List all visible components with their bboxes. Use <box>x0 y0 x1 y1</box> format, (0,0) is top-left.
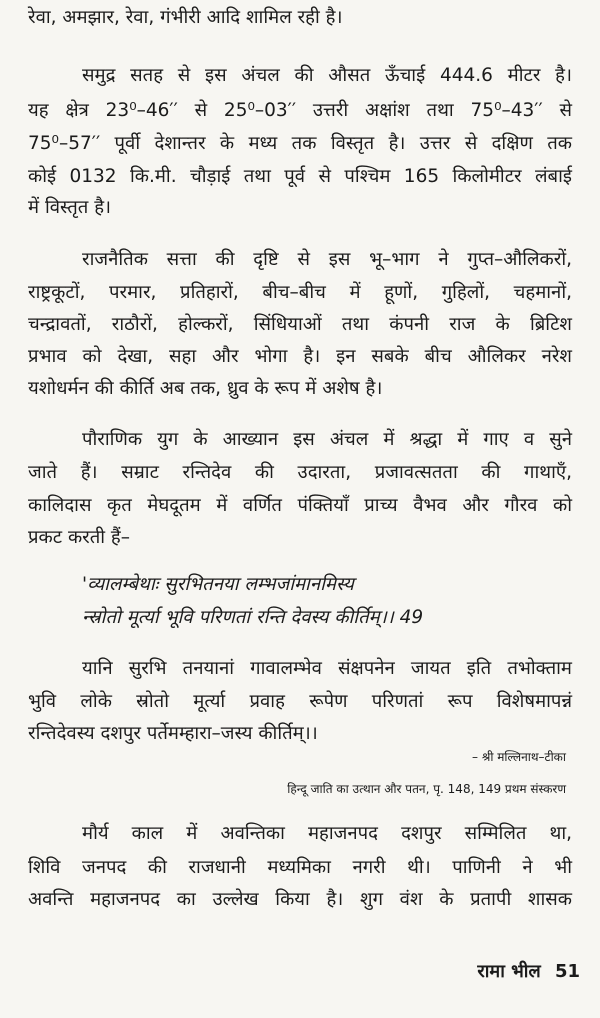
verse-line: न्स्रोतो मूर्त्या भूवि परिणतां रन्ति देवस्य कीर्तिम्।। 49 <box>82 607 424 628</box>
text-line: यानि सुरभि तनयानां गावालम्भेव संक्षपनेन जायत इति तभोक्ताम <box>82 658 572 679</box>
text-line: कालिदास कृत मेघदूतम में वर्णित पंक्तियाँ प्राच्य वैभव और गौरव को <box>28 495 572 516</box>
text-line: चन्द्रावतों, राठौरों, होल्करों, सिंधियाओं तथा कंपनी राज के ब्रिटिश <box>28 314 572 335</box>
page-footer <box>477 960 580 984</box>
text-line: भुवि लोके स्रोतो मूर्त्या प्रवाह रूपेण परिणतां रूप विशेषमापन्नं <box>28 691 572 712</box>
text-line: 75⁰–57′′ पूर्वी देशान्तर के मध्य तक विस्तृत है। उत्तर से दक्षिण तक <box>28 133 572 154</box>
text-line: प्रभाव को देखा, सहा और भोगा है। इन सबके बीच औलिकर नरेश <box>28 346 572 367</box>
text-line: में विस्तृत है। <box>28 197 112 218</box>
verse-line: 'व्यालम्बेथाः सुरभितनया लम्भजांमानमिस्य <box>82 574 354 595</box>
source-citation: हिन्दू जाति का उत्थान और पतन, पृ. 148, 149 प्रथम संस्करण <box>287 782 566 796</box>
text-line: राष्ट्रकूटों, परमार, प्रतिहारों, बीच–बीच में हूणों, गुहिलों, चहमानों, <box>28 282 572 303</box>
text-line: यह क्षेत्र 23⁰–46′′ से 25⁰–03′′ उत्तरी अक्षांश तथा 75⁰–43′′ से <box>28 100 572 121</box>
text-line: शिवि जनपद की राजधानी मध्यमिका नगरी थी। पाणिनी ने भी <box>28 857 572 878</box>
text-line: मौर्य काल में अवन्तिका महाजनपद दशपुर सम्मिलित था, <box>82 823 572 844</box>
text-line: अवन्ति महाजनपद का उल्लेख किया है। शुग वंश के प्रतापी शासक <box>28 889 572 910</box>
text-line: समुद्र सतह से इस अंचल की औसत ऊँचाई 444.6 मीटर है। <box>82 65 572 86</box>
text-line: पौराणिक युग के आख्यान इस अंचल में श्रद्धा में गाए व सुने <box>82 429 572 450</box>
text-line: रन्तिदेवस्य दशपुर पर्तेमम्हारा–जस्य कीर्तिम्।। <box>28 723 318 744</box>
text-line: प्रकट करती हैं– <box>28 527 131 548</box>
attribution: – श्री मल्लिनाथ–टीका <box>472 750 566 764</box>
text-line: रेवा, अमझार, रेवा, गंभीरी आदि शामिल रही है। <box>28 7 343 28</box>
text-line: कोई 0132 कि.मी. चौड़ाई तथा पूर्व से पश्चिम 165 किलोमीटर लंबाई <box>28 166 572 187</box>
text-line: राजनैतिक सत्ता की दृष्टि से इस भू–भाग ने गुप्त–औलिकरों, <box>82 249 572 270</box>
page-number: 51 <box>554 961 580 982</box>
text-line: जाते हैं। सम्राट रन्तिदेव की उदारता, प्रजावत्सतता की गाथाएँ, <box>28 462 572 483</box>
footer-author: रामा भील <box>477 961 541 982</box>
text-line: यशोधर्मन की कीर्ति अब तक, ध्रुव के रूप में अशेष है। <box>28 378 383 399</box>
